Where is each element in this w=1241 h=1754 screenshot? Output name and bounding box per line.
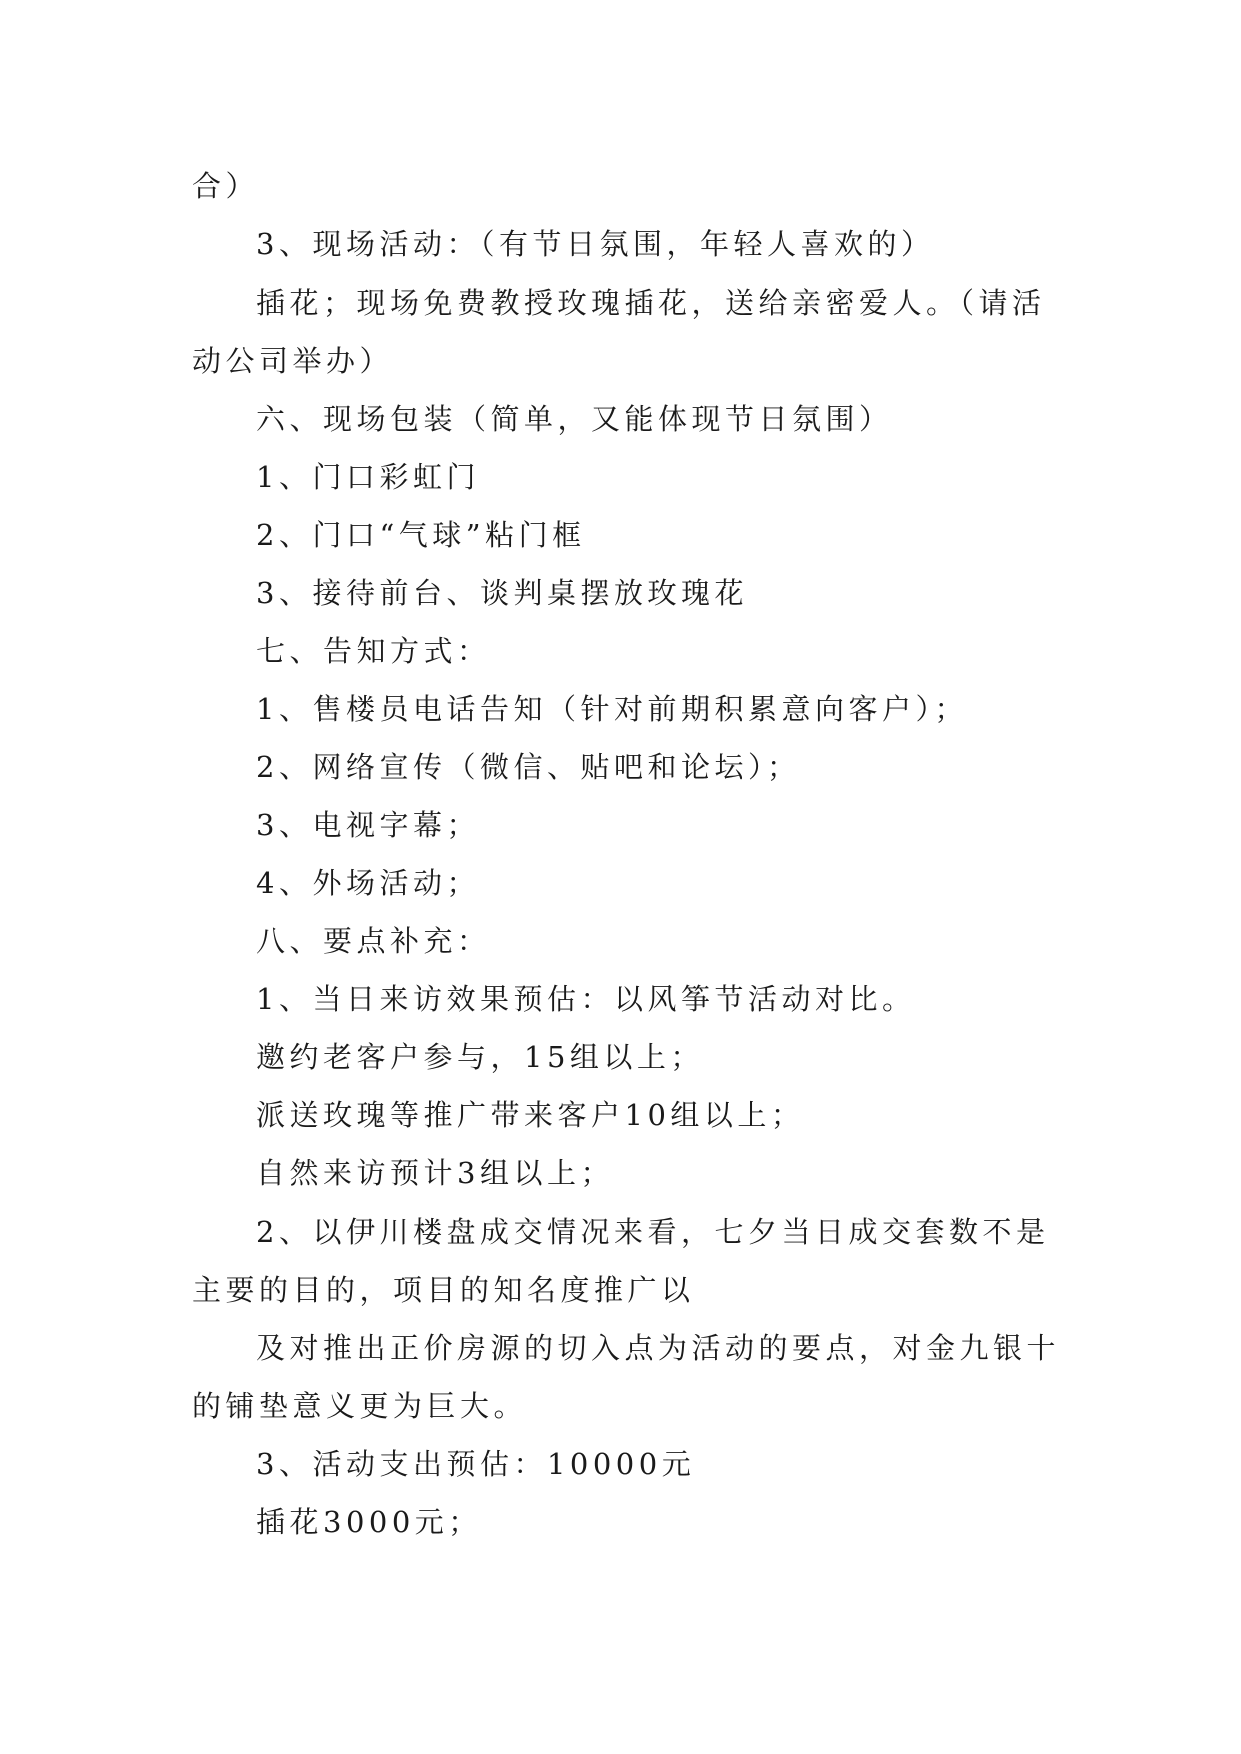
list-item: 4、外场活动； (256, 866, 480, 900)
text-line: 合） (192, 169, 260, 203)
list-item: 1、当日来访效果预估：以风筝节活动对比。 (256, 982, 916, 1016)
list-item: 3、接待前台、谈判桌摆放玫瑰花 (256, 576, 748, 610)
section-heading: 八、要点补充： (256, 924, 491, 958)
text-line: 邀约老客户参与，15组以上； (256, 1040, 704, 1074)
section-heading: 七、告知方式： (256, 634, 491, 668)
text-line: 动公司举办） (192, 344, 394, 378)
text-line: 的铺垫意义更为巨大。 (192, 1389, 528, 1423)
list-item: 2、网络宣传（微信、贴吧和论坛）； (256, 750, 801, 784)
section-heading: 六、现场包装（简单，又能体现节日氛围） (256, 402, 893, 436)
text-line: 插花3000元； (256, 1505, 482, 1539)
list-item: 1、门口彩虹门 (256, 460, 480, 494)
text-line: 派送玫瑰等推广带来客户10组以上； (256, 1098, 805, 1132)
text-line: 3、现场活动：（有节日氛围，年轻人喜欢的） (256, 227, 935, 261)
text-line: 插花；现场免费教授玫瑰插花，送给亲密爱人。（请活 (256, 286, 1046, 320)
list-item: 2、门口“气球”粘门框 (256, 518, 586, 552)
text-line: 及对推出正价房源的切入点为活动的要点，对金九银十 (256, 1331, 1061, 1365)
list-item: 1、售楼员电话告知（针对前期积累意向客户）； (256, 692, 968, 726)
text-line: 主要的目的，项目的知名度推广以 (192, 1273, 695, 1307)
list-item: 2、以伊川楼盘成交情况来看，七夕当日成交套数不是 (256, 1215, 1050, 1249)
list-item: 3、活动支出预估：10000元 (256, 1447, 696, 1481)
list-item: 3、电视字幕； (256, 808, 480, 842)
text-line: 自然来访预计3组以上； (256, 1156, 614, 1190)
